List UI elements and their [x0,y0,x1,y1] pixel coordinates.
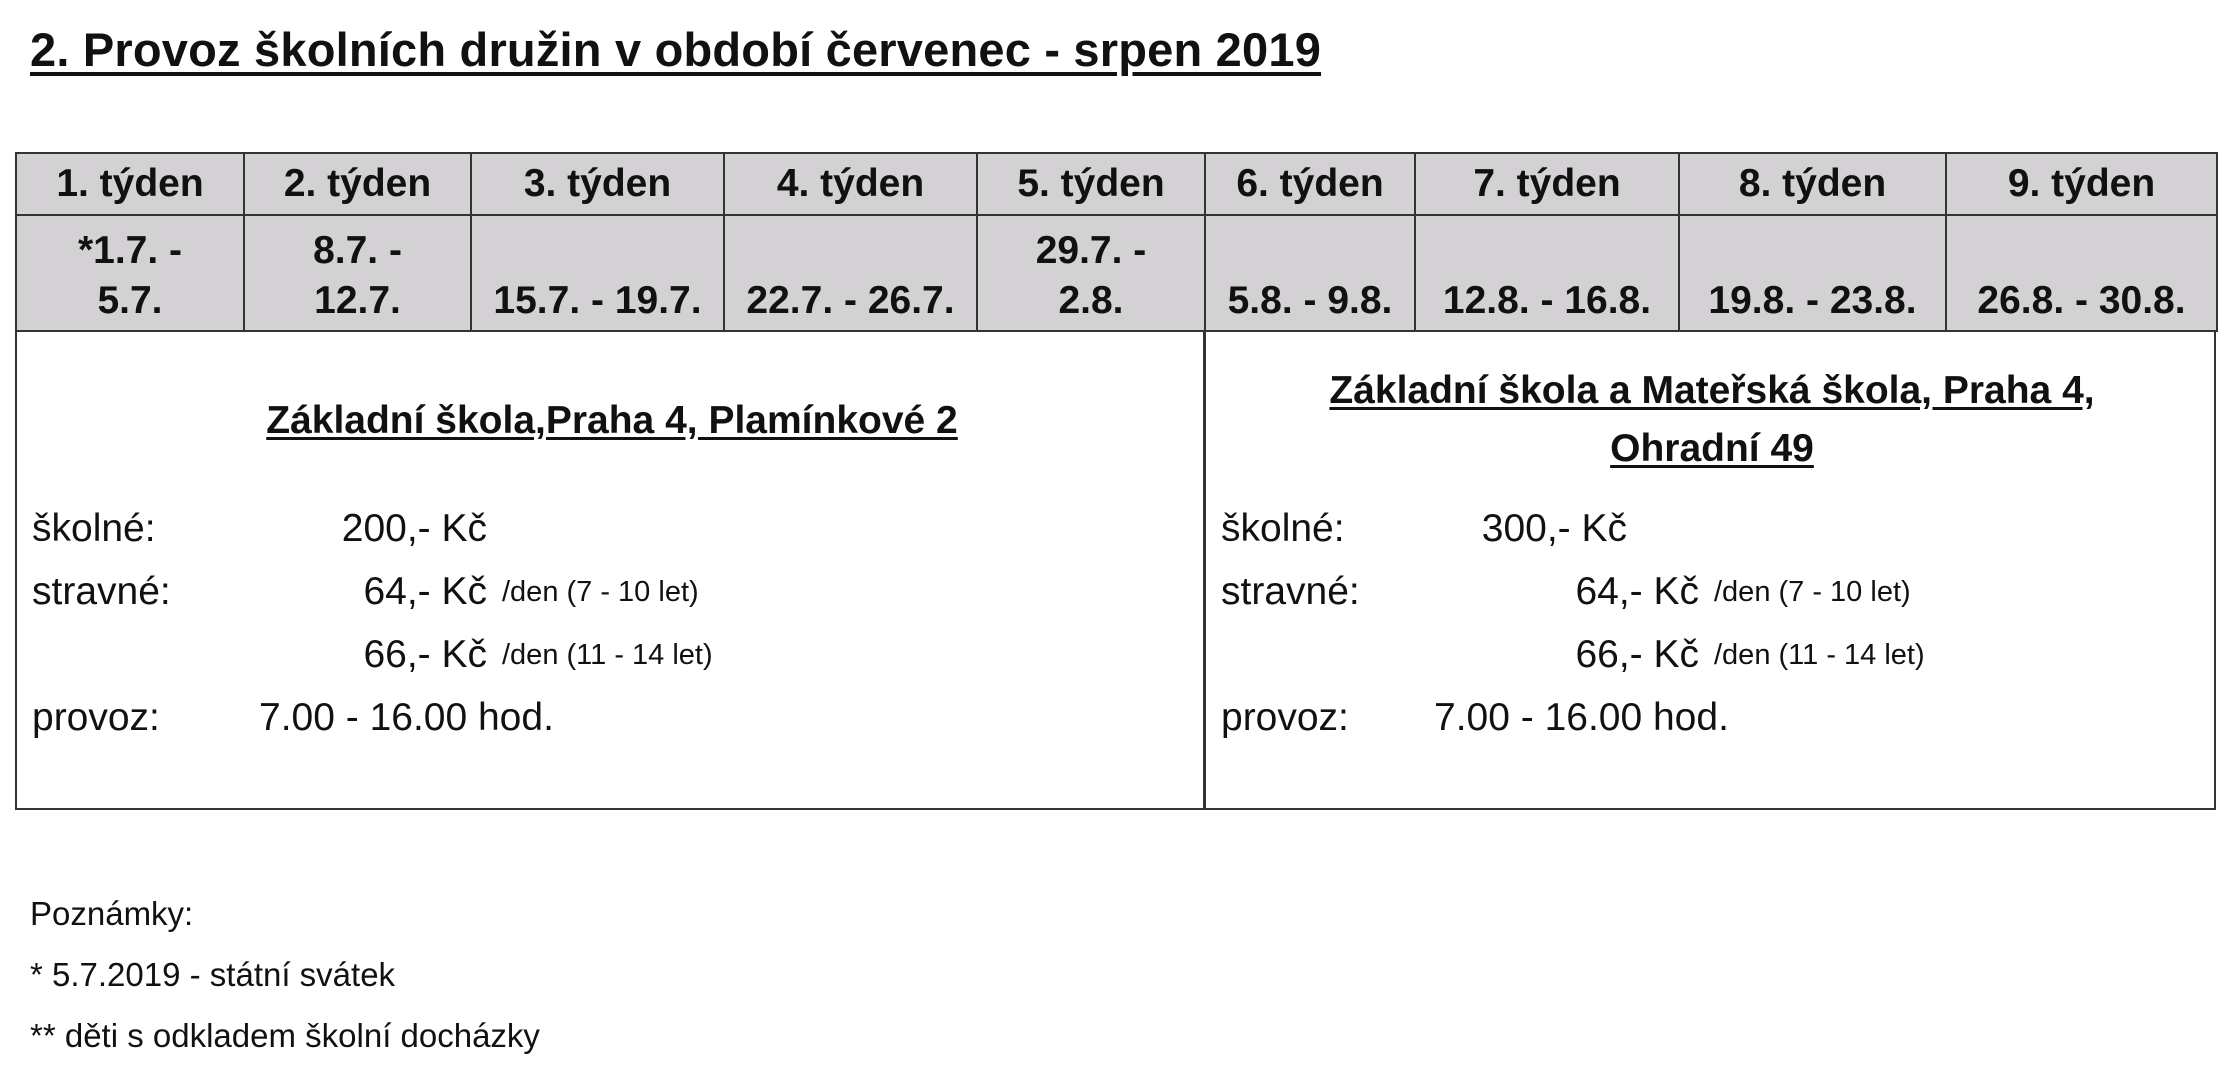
right-skolne-row [1221,507,2201,557]
week-dates: *1.7. - 5.7. [16,215,244,331]
stravne-note: /den (11 - 14 let) [1714,639,1925,671]
skolne-label: školné: [32,507,156,550]
stravne-note: /den (7 - 10 let) [1714,576,1911,608]
week-dates: 8.7. - 12.7. [244,215,471,331]
week-dates: 29.7. - 2.8. [977,215,1205,331]
provoz-value: 7.00 - 16.00 hod. [259,696,554,739]
week-dates-row [16,215,2217,331]
week-label: 6. týden [1205,153,1415,215]
left-stravne-row [32,570,1192,620]
stravne-value: 66,- Kč [1575,633,1699,676]
week-label: 8. týden [1679,153,1946,215]
week-label: 5. týden [977,153,1205,215]
right-stravne-row-2 [1221,633,2201,683]
provoz-value: 7.00 - 16.00 hod. [1434,696,1729,739]
skolne-value: 200,- Kč [341,507,487,550]
stravne-label: stravné: [1221,570,1360,613]
page-title: 2. Provoz školních družin v období červenec - srpen 2019 [30,23,1322,76]
weeks-table [15,152,2218,332]
right-school-panel [1204,332,2216,810]
skolne-value: 300,- Kč [1481,507,1627,550]
provoz-label: provoz: [32,696,160,739]
stravne-value: 64,- Kč [1575,570,1699,613]
week-header-row [16,153,2217,215]
week-dates: 19.8. - 23.8. [1679,215,1946,331]
week-dates: 12.8. - 16.8. [1415,215,1679,331]
week-label: 1. týden [16,153,244,215]
week-label: 9. týden [1946,153,2217,215]
notes-heading: Poznámky: [30,895,194,932]
stravne-value: 64,- Kč [363,570,487,613]
note-line: * 5.7.2019 - státní svátek [30,956,396,993]
left-school-name: Základní škola,Praha 4, Plamínkové 2 [266,399,958,442]
left-skolne-row [32,507,1192,557]
week-label: 3. týden [471,153,724,215]
right-provoz-row [1221,696,2201,746]
week-label: 4. týden [724,153,977,215]
skolne-label: školné: [1221,507,1345,550]
right-school-name: Základní škola a Mateřská škola, Praha 4, Ohradní 49 [1329,369,2095,470]
right-stravne-row [1221,570,2201,620]
left-school-panel [15,332,1205,810]
week-label: 7. týden [1415,153,1679,215]
week-dates: 22.7. - 26.7. [724,215,977,331]
week-dates: 5.8. - 9.8. [1205,215,1415,331]
provoz-label: provoz: [1221,696,1349,739]
left-stravne-row-2 [32,633,1192,683]
week-dates: 26.8. - 30.8. [1946,215,2217,331]
left-provoz-row [32,696,1192,746]
week-dates: 15.7. - 19.7. [471,215,724,331]
note-line: ** děti s odkladem školní docházky [30,1017,540,1054]
stravne-value: 66,- Kč [363,633,487,676]
stravne-note: /den (11 - 14 let) [502,639,713,671]
stravne-label: stravné: [32,570,171,613]
stravne-note: /den (7 - 10 let) [502,576,699,608]
week-label: 2. týden [244,153,471,215]
